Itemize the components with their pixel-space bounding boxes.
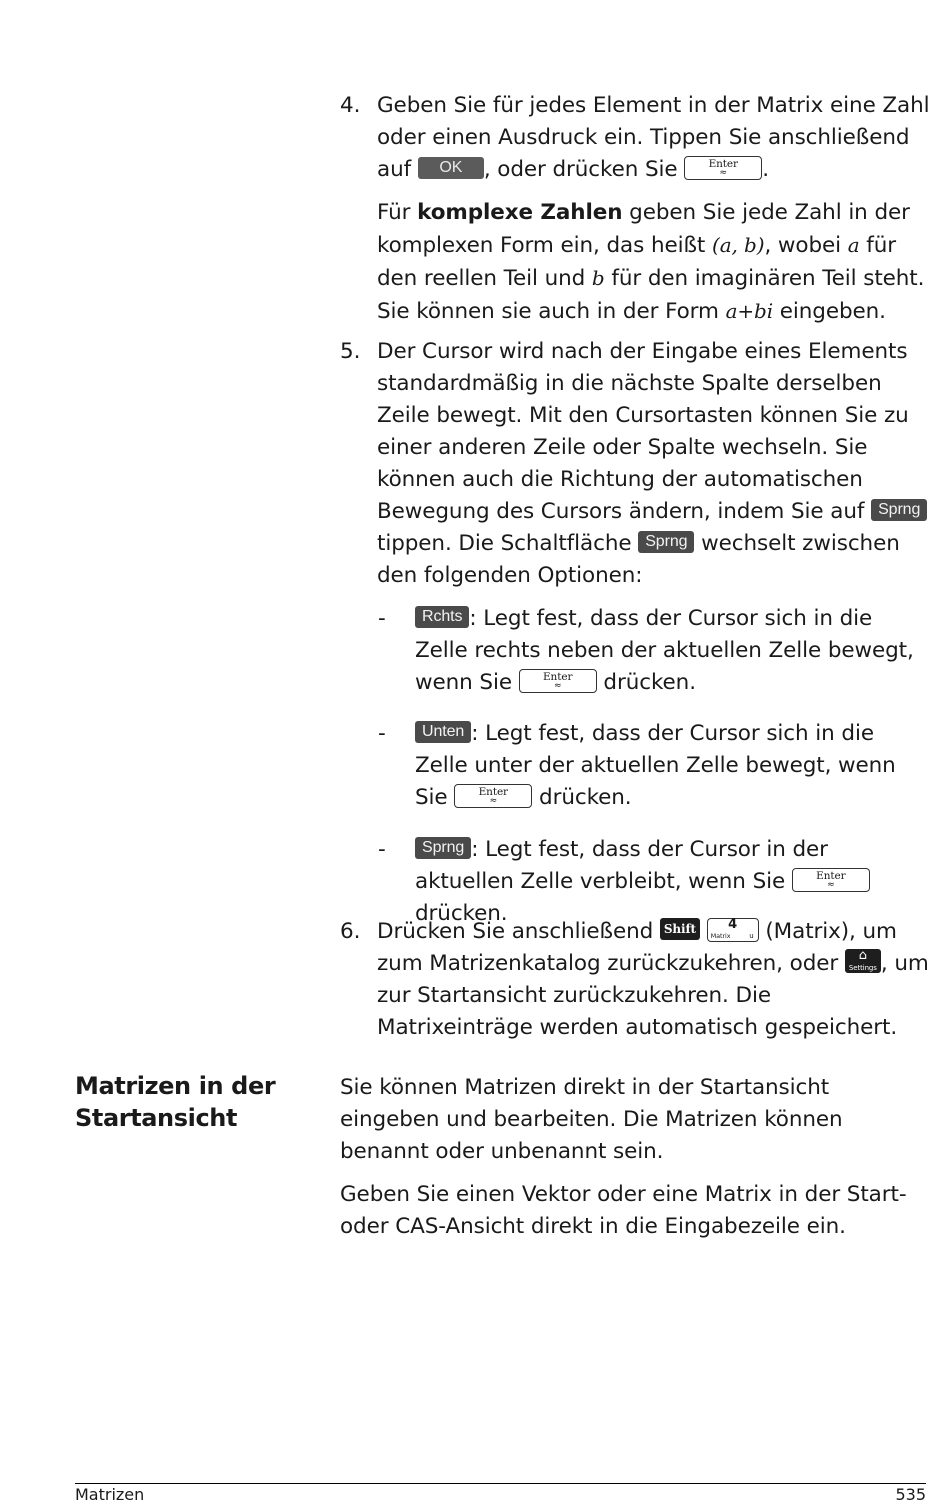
step-4-number: 4. <box>340 93 361 118</box>
step-4-text: Geben Sie für jedes Element in der Matrix eine Zahl oder einen Ausdruck ein. Tippen Sie anschließend auf <box>377 93 930 182</box>
page-number: 535 <box>895 1485 926 1504</box>
list-bullet: - <box>378 606 386 631</box>
enter-key-sublabel: ≈ <box>489 796 498 806</box>
complex-numbers-term: komplexe Zahlen <box>417 200 623 225</box>
enter-key-icon <box>519 669 597 693</box>
enter-key-label: Enter <box>816 870 846 882</box>
step-5-number: 5. <box>340 339 361 364</box>
step-4-paragraph <box>377 90 930 186</box>
enter-key-sublabel: ≈ <box>719 168 727 178</box>
option-right <box>415 603 930 699</box>
step-4-text-b: , oder drücken Sie <box>483 157 685 182</box>
option-right-text-b: drücken. <box>596 670 696 695</box>
step-6-text-c: , um zur Startansicht zurückzukehren. Die Matrixeinträge werden automatisch gespeichert. <box>377 951 929 1040</box>
section-paragraph-2: Geben Sie einen Vektor oder eine Matrix in der Start- oder CAS-Ansicht direkt in die Eingabezeile ein. <box>340 1182 907 1239</box>
enter-key-label: Enter <box>478 786 508 798</box>
key-4-u-label: u <box>749 932 754 940</box>
step-5-text-a: Der Cursor wird nach der Eingabe eines Elements standardmäßig in die nächste Spalte derselben Zeile bewegt. Mit den Cursortasten können Sie zu einer anderen Zeile oder Spalte wechseln. Sie können auch die Richtung der automatischen Bewegung des Cursors ändern, indem Sie auf <box>377 339 909 524</box>
section-body <box>340 1072 930 1243</box>
complex-text-a: Für <box>377 200 418 225</box>
footer-chapter-title: Matrizen <box>75 1485 145 1504</box>
option-right-text: : Legt fest, dass der Cursor sich in die Zelle rechts neben der aktuellen Zelle bewegt, wenn Sie <box>415 606 914 695</box>
step-4 <box>340 90 930 328</box>
sprng-softkey: Sprng <box>871 499 927 521</box>
enter-key-icon <box>454 784 532 808</box>
step-6-paragraph <box>377 916 930 1044</box>
option-stay-text-b: drücken. <box>415 901 508 926</box>
unten-softkey: Unten <box>415 721 471 743</box>
shift-key-icon: Shift <box>660 918 700 940</box>
step-6-text-a: Drücken Sie anschließend <box>377 919 660 944</box>
ok-softkey: OK <box>418 157 484 179</box>
step-5-text-b: tippen. Die Schaltfläche <box>377 531 639 556</box>
variable-b: b <box>591 266 605 290</box>
complex-text-d: für den reellen Teil und <box>377 233 897 291</box>
complex-numbers-paragraph <box>377 197 930 328</box>
key-4-label: 4 <box>728 917 738 932</box>
option-stay-text: : Legt fest, dass der Cursor in der aktuellen Zelle verbleibt, wenn Sie <box>415 837 828 894</box>
sprng-softkey: Sprng <box>638 531 694 553</box>
matrix-4-key-icon <box>707 918 759 942</box>
variable-a: a <box>847 233 860 257</box>
key-4-matrix-label: Matrix <box>710 932 731 940</box>
enter-key-icon <box>792 868 870 892</box>
a-plus-bi-notation: a+bi <box>725 299 774 323</box>
option-down <box>415 718 930 814</box>
enter-key-sublabel: ≈ <box>827 880 835 890</box>
complex-text-f: eingeben. <box>773 299 886 324</box>
step-5-text-c: wechselt zwischen den folgenden Optionen: <box>377 531 900 588</box>
step-6-number: 6. <box>340 919 361 944</box>
complex-form-notation: (a, b) <box>712 233 765 257</box>
enter-key-sublabel: ≈ <box>553 681 562 691</box>
section-paragraph-1: Sie können Matrizen direkt in der Startansicht eingeben und bearbeiten. Die Matrizen können benannt oder unbenannt sein. <box>340 1075 843 1164</box>
sprng-softkey: Sprng <box>415 837 471 859</box>
step-5-paragraph <box>377 336 930 592</box>
home-key-icon <box>845 949 881 973</box>
list-bullet: - <box>378 837 386 862</box>
list-bullet: - <box>378 721 386 746</box>
home-glyph: ⌂ <box>858 948 867 963</box>
enter-key-icon <box>684 156 762 180</box>
step-6-text-b: (Matrix), um zum Matrizenkatalog zurückzukehren, oder <box>377 919 897 976</box>
enter-key-label: Enter <box>708 158 738 170</box>
section-heading: Matrizen in der Startansicht <box>75 1072 276 1132</box>
complex-text-b: geben Sie jede Zahl in der komplexen Form ein, das heißt <box>377 200 910 258</box>
complex-text-c: , wobei <box>764 233 848 258</box>
complex-text-e: für den imaginären Teil steht. Sie können sie auch in der Form <box>377 266 925 324</box>
rchts-softkey: Rchts <box>415 606 469 628</box>
option-down-text-b: drücken. <box>532 785 632 810</box>
option-down-text: : Legt fest, dass der Cursor sich in die Zelle unter der aktuellen Zelle bewegt, wenn Sie <box>415 721 896 810</box>
footer-rule <box>75 1483 926 1484</box>
enter-key-label: Enter <box>542 671 573 683</box>
step-5 <box>340 336 930 592</box>
step-6 <box>340 916 930 1044</box>
step-4-text-c: . <box>762 157 770 182</box>
home-key-settings-label: Settings <box>848 964 877 972</box>
